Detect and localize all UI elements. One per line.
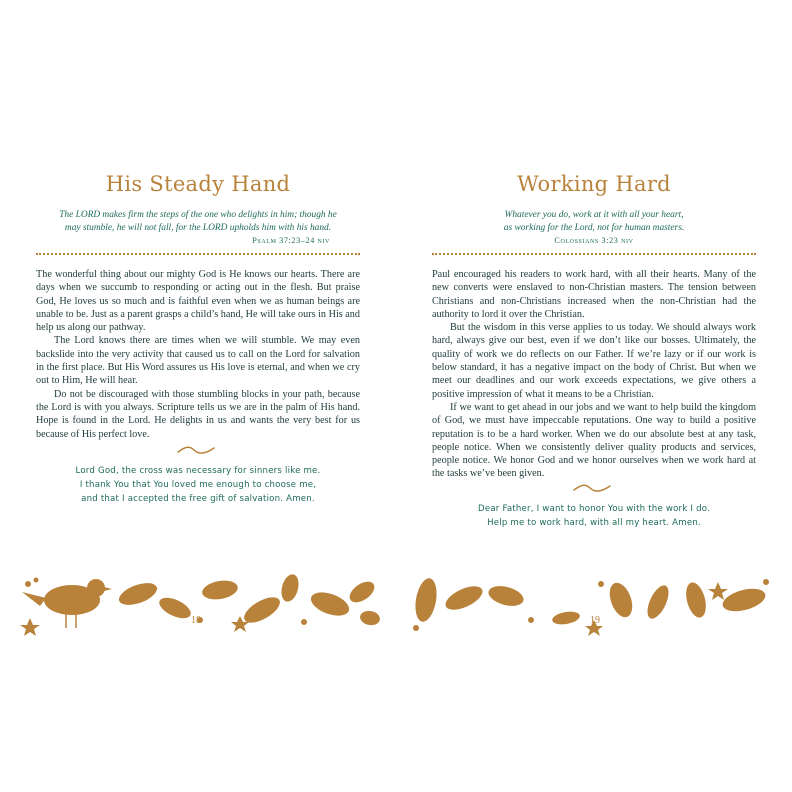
devotional-text [36, 268, 360, 441]
paragraph: Do not be discouraged with those stumbling blocks in your path, because the Lord is with you always. Scripture tells us we are in the palm of His hand. Hope is found in the Lord. He delights in us and wants the very best for us because of His perfect love. [36, 388, 360, 440]
paragraph: If we want to get ahead in our jobs and we want to help build the kingdom of God, we must have impeccable reputations. One way to build a positive reputation is to be a hard worker. When we do our absolute best at any task, people notice. When we consistently deliver quality products and services, people notice. We honor God and we honor ourselves when we work hard at the tasks we’ve been given. [432, 401, 756, 480]
verse-line: Whatever you do, work at it with all your heart, [504, 210, 684, 220]
scripture-verse [40, 209, 356, 235]
prayer [40, 464, 356, 506]
scripture-reference: Colossians 3:23 niv [554, 236, 634, 245]
dotted-divider [36, 253, 360, 255]
prayer-line: Help me to work hard, with all my heart. Amen. [487, 518, 701, 528]
page-number: 18 [191, 615, 201, 626]
prayer-line: I thank You that You loved me enough to choose me, [79, 480, 317, 490]
verse-line: may stumble, he will not fall, for the LORD upholds him with his hand. [64, 223, 332, 233]
dotted-divider [432, 253, 756, 255]
scripture-reference: Psalm 37:23–24 niv [252, 236, 330, 245]
prayer-line: and that I accepted the free gift of salvation. Amen. [81, 494, 315, 504]
verse-line: as working for the Lord, not for human masters. [503, 223, 685, 233]
prayer-line: Lord God, the cross was necessary for sinners like me. [75, 466, 321, 476]
prayer-line: Dear Father, I want to honor You with the work I do. [478, 504, 710, 514]
paragraph: Paul encouraged his readers to work hard, with all their hearts. Many of the new converts were enslaved to non-Christian masters. The tension between Christians and non-Christians increased when the non-Christian had the authority to lord it over the Christian. [432, 269, 756, 320]
devotional-text [432, 268, 756, 481]
bird-and-leaves-icon [0, 570, 396, 640]
paragraph: The Lord knows there are times when we will stumble. We may even backslide into the very activity that caused us to call on the Lord for salvation in the first place. But His Word assures us His love is eternal, and when we cry out to Him, He will hear. [36, 335, 360, 387]
right-page [396, 0, 792, 792]
leaves-icon [396, 570, 792, 640]
flourish-icon [572, 482, 612, 494]
verse-line: The LORD makes firm the steps of the one who delights in him; though he [59, 210, 337, 220]
paragraph: But the wisdom in this verse applies to us today. We should always work hard, always give our best, even if we don’t like our bosses. Ultimately, the quality of work we do reflects on our Father. If we’re lazy or if our work is below standard, it has a negative impact on the body of Christ. But when we meet our deadlines and our work exceeds expectations, we give others a positive impression of what it means to be a Christian. [432, 322, 756, 400]
flourish-icon [176, 444, 216, 456]
page-title: His Steady Hand [105, 172, 291, 196]
page-number: 19 [590, 615, 600, 626]
paragraph: The wonderful thing about our mighty God is He knows our hearts. There are days when we succumb to responding or acting out in the flesh. But praise God, He loves us so much and is faithful even when we as human beings are unable to be. Just as a parent grasps a child’s hand, He will take ours in His and help us along our pathway. [36, 269, 360, 334]
scripture-verse [436, 209, 752, 235]
page-title: Working Hard [517, 172, 671, 196]
prayer [436, 502, 752, 530]
